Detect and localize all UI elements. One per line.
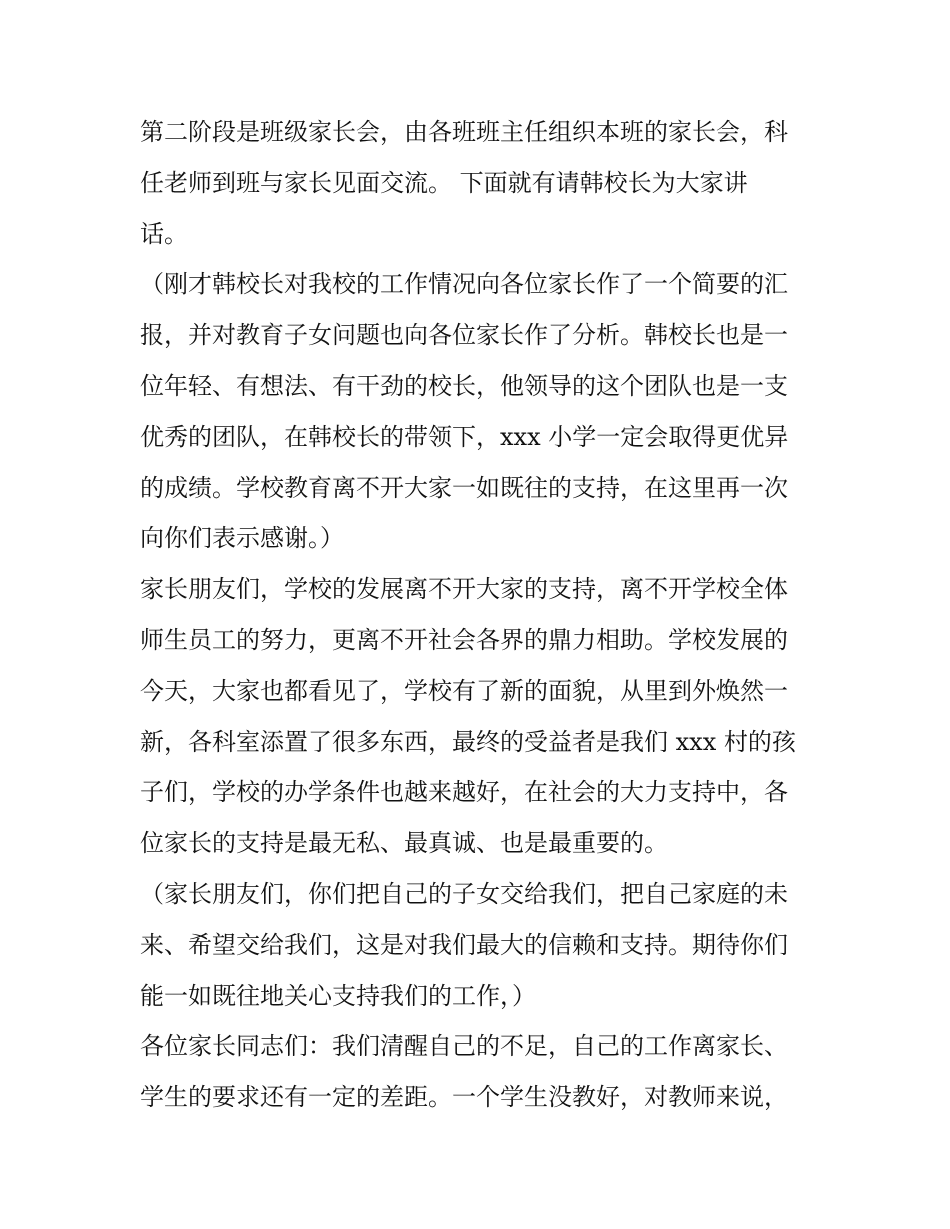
text-line: 新，各科室添置了很多东西，最终的受益者是我们 xxx 村的孩 (140, 727, 796, 756)
text-line: 学生的要求还有一定的差距。一个学生没教好，对教师来说， (140, 1083, 788, 1112)
text-line: 向你们表示感谢。） (140, 524, 344, 553)
text-line: 第二阶段是班级家长会，由各班班主任组织本班的家长会，科 (140, 118, 788, 146)
text-line: 报，并对教育子女问题也向各位家长作了分析。韩校长也是一 (140, 321, 788, 350)
text-line: （家长朋友们，你们把自己的子女交给我们，把自己家庭的未 (140, 879, 788, 908)
text-line: 任老师到班与家长见面交流。 下面就有请韩校长为大家讲 (140, 168, 748, 197)
text-line: 优秀的团队，在韩校长的带领下，xxx 小学一定会取得更优异 (140, 422, 789, 451)
text-line: 家长朋友们，学校的发展离不开大家的支持，离不开学校全体 (140, 575, 788, 604)
text-line: 师生员工的努力，更离不开社会各界的鼎力相助。学校发展的 (140, 625, 788, 654)
text-line: （刚才韩校长对我校的工作情况向各位家长作了一个简要的汇 (140, 270, 788, 299)
text-line: 今天，大家也都看见了，学校有了新的面貌，从里到外焕然一 (140, 676, 788, 705)
text-line: 话。 (140, 219, 188, 248)
text-line: 各位家长同志们：我们清醒自己的不足，自己的工作离家长、 (140, 1032, 788, 1061)
text-line: 子们，学校的办学条件也越来越好，在社会的大力支持中，各 (140, 778, 788, 807)
text-line: 的成绩。学校教育离不开大家一如既往的支持，在这里再一次 (140, 473, 788, 502)
text-line: 来、希望交给我们，这是对我们最大的信赖和支持。期待你们 (140, 930, 788, 959)
text-line: 位家长的支持是最无私、最真诚、也是最重要的。 (140, 829, 668, 858)
text-line: 位年轻、有想法、有干劲的校长，他领导的这个团队也是一支 (140, 371, 788, 400)
text-line: 能一如既往地关心支持我们的工作，） (140, 981, 536, 1010)
body-text (140, 107, 820, 1123)
